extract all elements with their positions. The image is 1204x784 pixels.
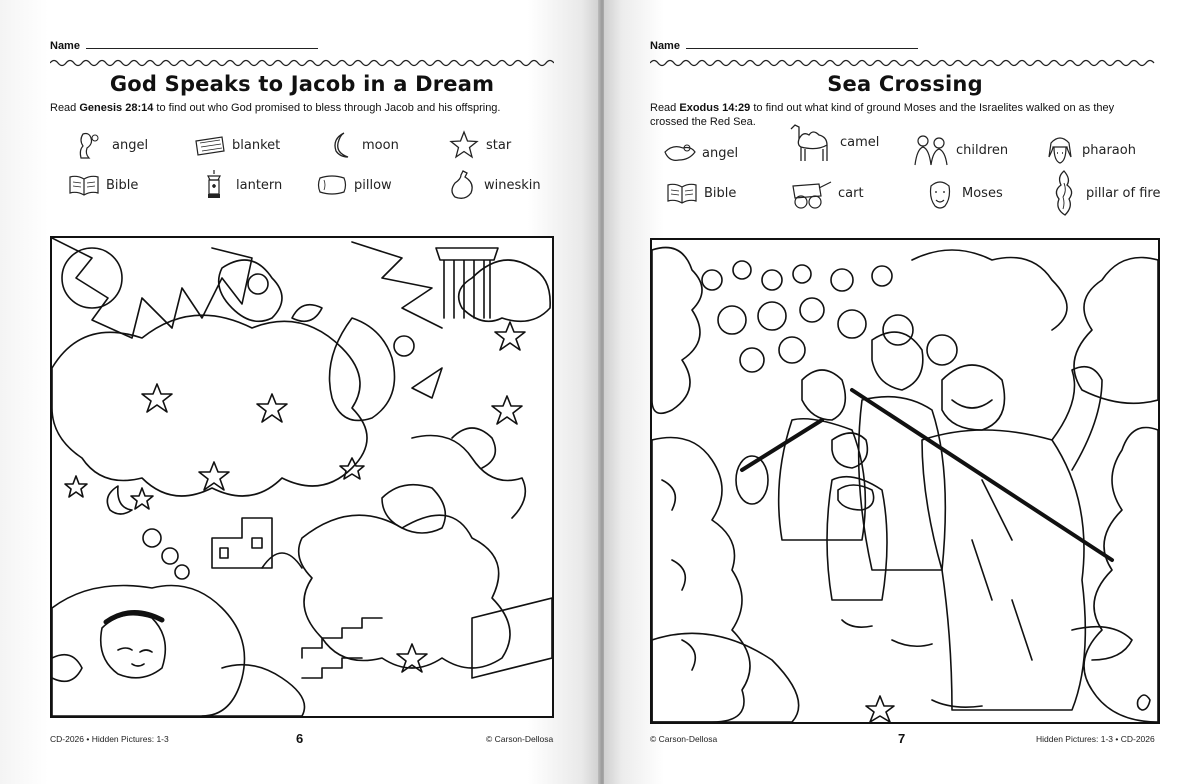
moses-icon — [922, 175, 958, 211]
legend-item-blanket: blanket — [192, 127, 280, 163]
wineskin-icon — [444, 167, 480, 203]
legend-item-wineskin: wineskin — [444, 167, 541, 203]
name-field — [650, 38, 918, 52]
star-icon — [446, 127, 482, 163]
pharaoh-icon — [1042, 132, 1078, 168]
legend-item-bible: Bible — [66, 167, 138, 203]
legend-item-bible: Bible — [664, 175, 736, 211]
page-number: 7 — [898, 731, 906, 746]
instructions: Read Genesis 28:14 to find out who God promised to bless through Jacob and his offspring. — [50, 102, 501, 114]
page-number: 6 — [296, 731, 304, 746]
blanket-icon — [192, 127, 228, 163]
footer-left: © Carson-Dellosa — [650, 734, 718, 744]
legend-item-pharaoh: pharaoh — [1042, 132, 1136, 168]
legend-item-angel: angel — [662, 135, 738, 171]
footer-right: © Carson-Dellosa — [486, 734, 554, 744]
page-title: God Speaks to Jacob in a Dream — [109, 72, 495, 96]
hidden-picture-illustration — [650, 238, 1160, 724]
angel-icon — [72, 127, 108, 163]
fire-icon — [1046, 168, 1082, 218]
left-page — [0, 0, 600, 784]
bible-icon — [664, 175, 700, 211]
name-underline — [686, 38, 918, 49]
legend-item-moon: moon — [322, 127, 399, 163]
legend-item-camel: camel — [786, 124, 879, 160]
wavy-divider — [50, 58, 554, 68]
scripture-reference: Genesis 28:14 — [79, 102, 154, 114]
page-title: Sea Crossing — [827, 72, 983, 96]
legend-item-star: star — [446, 127, 511, 163]
moon-icon — [322, 127, 358, 163]
lantern-icon — [196, 167, 232, 203]
legend-item-pillar-of-fire: pillar of fire — [1046, 175, 1160, 211]
scripture-reference: Exodus 14:29 — [679, 102, 751, 114]
legend-item-lantern: lantern — [196, 167, 282, 203]
pillow-icon — [314, 167, 350, 203]
name-label: Name — [650, 40, 680, 52]
legend-item-cart: cart — [788, 175, 864, 211]
legend-item-pillow: pillow — [314, 167, 392, 203]
footer-left: CD-2026 • Hidden Pictures: 1-3 — [50, 734, 169, 744]
hidden-picture-illustration — [50, 236, 554, 718]
children-icon — [910, 132, 952, 168]
right-page — [604, 0, 1204, 784]
instructions: Read Exodus 14:29 to find out what kind of ground Moses and the Israelites walked on as they crossed the Red Sea. — [650, 102, 1115, 128]
name-underline — [86, 38, 318, 49]
legend-item-children: children — [910, 132, 1008, 168]
cart-icon — [788, 173, 834, 213]
bible-icon — [66, 167, 102, 203]
footer-right: Hidden Pictures: 1-3 • CD-2026 — [1036, 734, 1155, 744]
camel-icon — [786, 119, 836, 165]
legend-item-angel: angel — [72, 127, 148, 163]
wavy-divider — [650, 58, 1160, 68]
name-label: Name — [50, 40, 80, 52]
name-field — [50, 38, 318, 52]
legend-item-moses: Moses — [922, 175, 1003, 211]
angel-icon — [662, 135, 698, 171]
